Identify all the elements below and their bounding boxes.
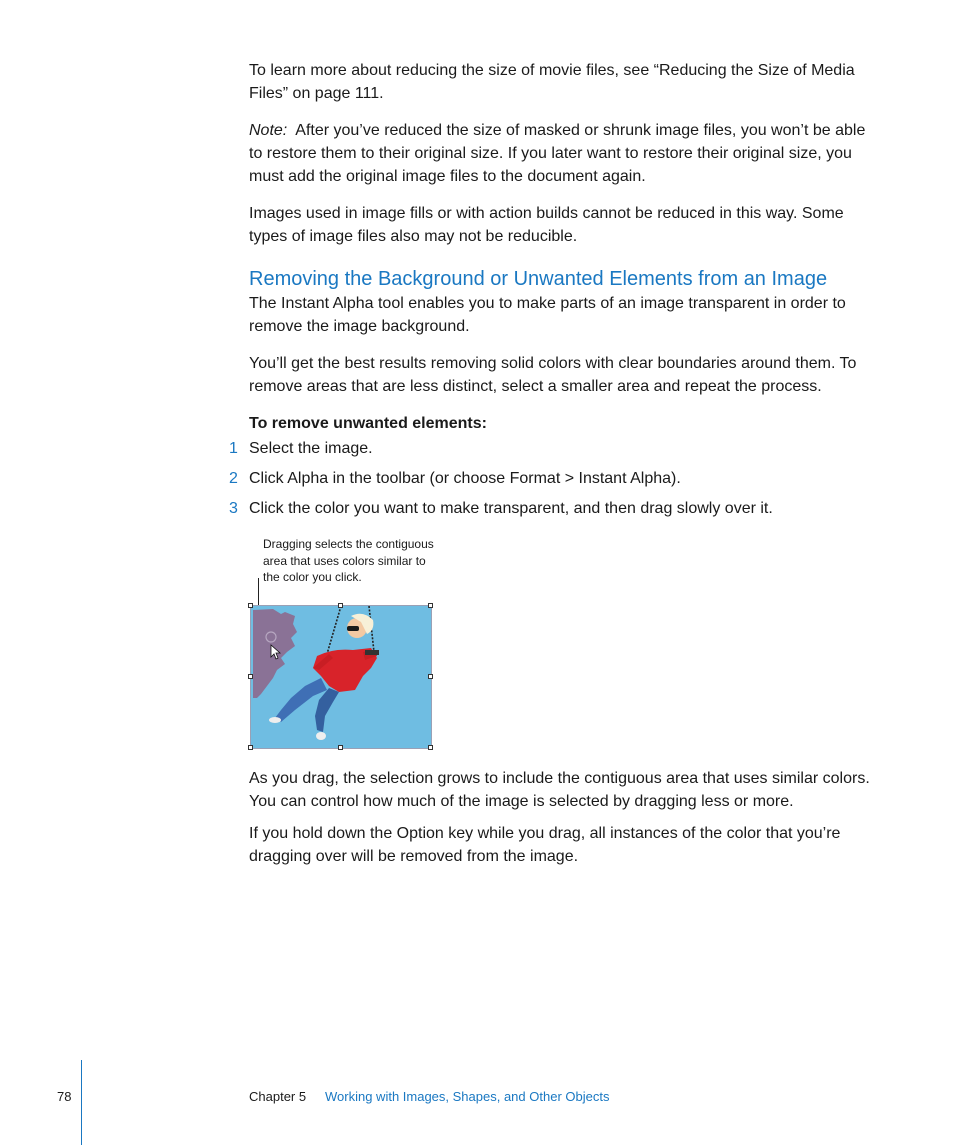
resize-handle-bottom-left[interactable]	[248, 745, 253, 750]
resize-handle-bottom-right[interactable]	[428, 745, 433, 750]
footer-rule	[81, 1060, 82, 1145]
page-number: 78	[57, 1089, 72, 1104]
resize-handle-top-left[interactable]	[248, 603, 253, 608]
step-text: Select the image.	[249, 440, 373, 457]
paragraph-reducible: Images used in image fills or with action builds cannot be reduced in this way. Some types of image files also may not be reducible.	[249, 205, 844, 245]
note-paragraph	[249, 119, 874, 188]
note-text: After you’ve reduced the size of masked or shrunk image files, you won’t be able to restore them to their original size. If you later want to restore their original size, you must add the original image files to the document again.	[249, 122, 866, 185]
step-text: Click the color you want to make transparent, and then drag slowly over it.	[249, 500, 773, 517]
chapter-title: Working with Images, Shapes, and Other Objects	[325, 1089, 610, 1104]
step-number: 1	[229, 440, 238, 457]
note-label: Note:	[249, 122, 288, 139]
resize-handle-bottom[interactable]	[338, 745, 343, 750]
chapter-label: Chapter 5	[249, 1089, 307, 1104]
sunglasses	[347, 626, 359, 631]
figure-caption: Dragging selects the contiguous area that uses colors similar to the color you click.	[263, 537, 434, 584]
paragraph-best-results: You’ll get the best results removing solid colors with clear boundaries around them. To remove areas that are less distinct, select a smaller area and repeat the process.	[249, 355, 857, 395]
paragraph-instant-alpha: The Instant Alpha tool enables you to make parts of an image transparent in order to remove the image background.	[249, 295, 846, 335]
instant-alpha-figure	[251, 606, 431, 748]
step-text: Click Alpha in the toolbar (or choose Format > Instant Alpha).	[249, 470, 681, 487]
task-heading: To remove unwanted elements:	[249, 415, 487, 432]
paragraph-drag-grows: As you drag, the selection grows to include the contiguous area that uses similar colors. You can control how much of the image is selected by dragging less or more.	[249, 770, 870, 810]
paragraph-option-key: If you hold down the Option key while you drag, all instances of the color that you’re dragging over will be removed from the image.	[249, 825, 841, 865]
section-heading: Removing the Background or Unwanted Elements from an Image	[249, 268, 828, 290]
resize-handle-top-right[interactable]	[428, 603, 433, 608]
step-number: 3	[229, 500, 238, 517]
resize-handle-top[interactable]	[338, 603, 343, 608]
resize-handle-left[interactable]	[248, 674, 253, 679]
resize-handle-right[interactable]	[428, 674, 433, 679]
step-number: 2	[229, 470, 238, 487]
paragraph-media-size: To learn more about reducing the size of movie files, see “Reducing the Size of Media Files” on page 111.	[249, 62, 855, 102]
swing-photo	[251, 606, 431, 748]
